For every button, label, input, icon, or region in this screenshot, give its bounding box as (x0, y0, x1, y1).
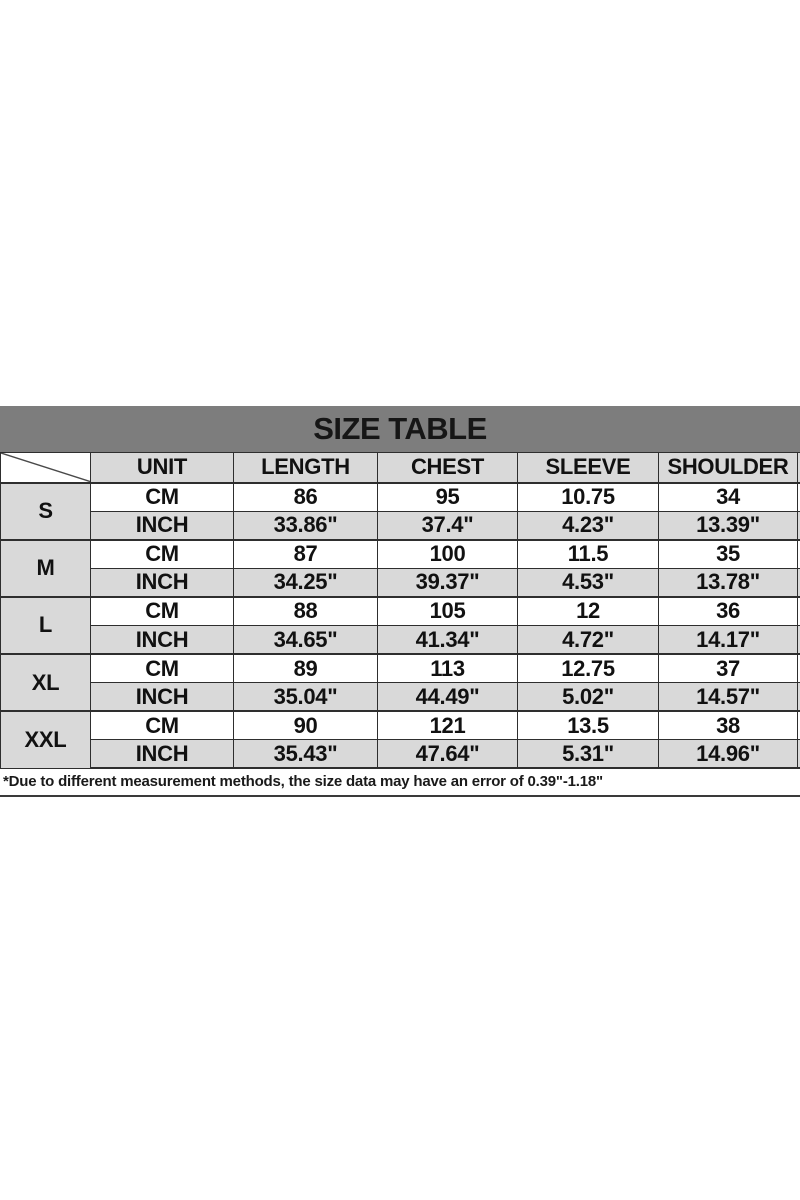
value-cell: 100 (378, 540, 518, 569)
value-cell: 35.04" (234, 683, 378, 712)
value-cell: 12.75 (518, 654, 659, 683)
value-cell: 4.23" (518, 511, 659, 540)
value-cell: 86 (234, 483, 378, 512)
unit-cell: CM (91, 483, 234, 512)
footnote: *Due to different measurement methods, the size data may have an error of 0.39"-1.18" (3, 773, 603, 791)
unit-cell: CM (91, 654, 234, 683)
bottom-divider (0, 795, 800, 797)
unit-cell: INCH (91, 683, 234, 712)
unit-cell: INCH (91, 740, 234, 769)
value-cell: 89 (234, 654, 378, 683)
size-cell-l: L (1, 597, 91, 654)
value-cell: 36 (659, 597, 798, 626)
value-cell: 47.64" (378, 740, 518, 769)
value-cell: 13.5 (518, 711, 659, 740)
value-cell: 88 (234, 597, 378, 626)
value-cell: 5.02" (518, 683, 659, 712)
value-cell: 121 (378, 711, 518, 740)
row-l-cm (1, 597, 800, 626)
value-cell: 90 (234, 711, 378, 740)
col-header-sleeve: SLEEVE (518, 453, 659, 483)
row-l-inch (1, 625, 800, 654)
value-cell: 35 (659, 540, 798, 569)
value-cell: 5.31" (518, 740, 659, 769)
col-header-unit: UNIT (91, 453, 234, 483)
diagonal-line-icon (1, 453, 90, 482)
value-cell: 44.49" (378, 683, 518, 712)
col-header-length: LENGTH (234, 453, 378, 483)
row-xl-inch (1, 683, 800, 712)
unit-cell: INCH (91, 568, 234, 597)
value-cell: 37 (659, 654, 798, 683)
size-chart (0, 406, 800, 797)
row-xxl-cm (1, 711, 800, 740)
unit-cell: INCH (91, 511, 234, 540)
size-cell-s: S (1, 483, 91, 540)
value-cell: 14.17" (659, 625, 798, 654)
value-cell: 37.4" (378, 511, 518, 540)
unit-cell: CM (91, 597, 234, 626)
value-cell: 34.25" (234, 568, 378, 597)
value-cell: 33.86" (234, 511, 378, 540)
value-cell: 113 (378, 654, 518, 683)
table-clip (0, 452, 800, 769)
value-cell: 105 (378, 597, 518, 626)
value-cell: 10.75 (518, 483, 659, 512)
size-cell-xl: XL (1, 654, 91, 711)
diagonal-corner-cell (1, 453, 91, 483)
table-title: SIZE TABLE (0, 406, 800, 452)
value-cell: 11.5 (518, 540, 659, 569)
header-row (1, 453, 800, 483)
size-table-grid (0, 452, 800, 769)
value-cell: 12 (518, 597, 659, 626)
value-cell: 95 (378, 483, 518, 512)
row-m-cm (1, 540, 800, 569)
value-cell: 14.96" (659, 740, 798, 769)
value-cell: 34 (659, 483, 798, 512)
size-cell-xxl: XXL (1, 711, 91, 768)
value-cell: 4.53" (518, 568, 659, 597)
col-header-chest: CHEST (378, 453, 518, 483)
row-s-inch (1, 511, 800, 540)
row-m-inch (1, 568, 800, 597)
value-cell: 35.43" (234, 740, 378, 769)
value-cell: 14.57" (659, 683, 798, 712)
unit-cell: INCH (91, 625, 234, 654)
unit-cell: CM (91, 540, 234, 569)
size-cell-m: M (1, 540, 91, 597)
unit-cell: CM (91, 711, 234, 740)
col-header-shoulder: SHOULDER (659, 453, 798, 483)
value-cell: 38 (659, 711, 798, 740)
row-xl-cm (1, 654, 800, 683)
value-cell: 34.65" (234, 625, 378, 654)
value-cell: 4.72" (518, 625, 659, 654)
value-cell: 39.37" (378, 568, 518, 597)
row-xxl-inch (1, 740, 800, 769)
row-s-cm (1, 483, 800, 512)
value-cell: 13.39" (659, 511, 798, 540)
value-cell: 13.78" (659, 568, 798, 597)
value-cell: 41.34" (378, 625, 518, 654)
value-cell: 87 (234, 540, 378, 569)
